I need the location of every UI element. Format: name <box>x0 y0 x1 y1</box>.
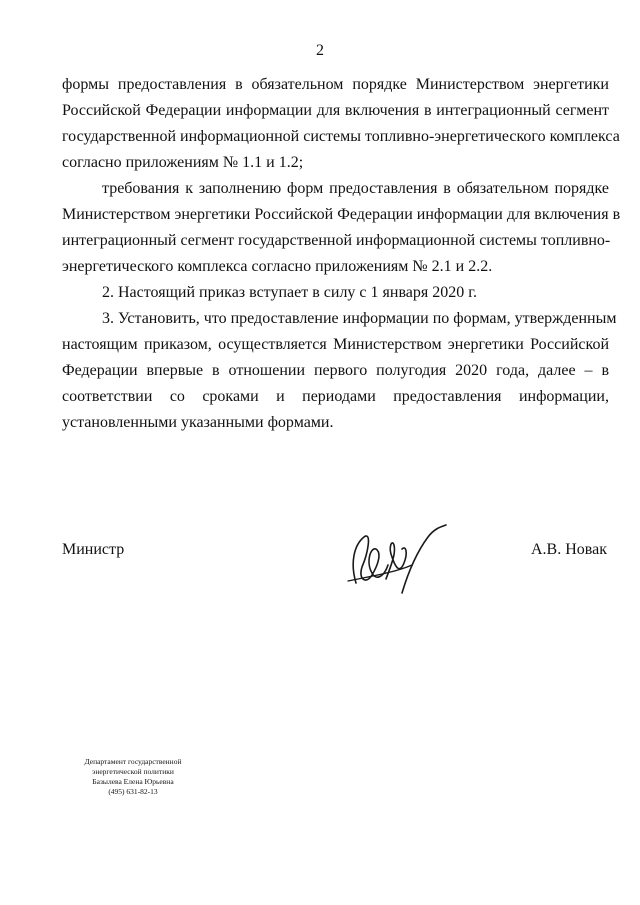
text-line: формы предоставления в обязательном порядке Министерством энергетики <box>62 76 609 93</box>
text-line: установленными указанными формами. <box>62 414 334 431</box>
executor-name: Базылева Елена Юрьевна <box>92 777 174 786</box>
department-name: Департамент государственной <box>84 757 182 766</box>
text-line: Министерством энергетики Российской Федерации информации для включения в <box>62 206 621 223</box>
paragraph-requirements <box>62 176 621 280</box>
text-line: 3. Установить, что предоставление информации по формам, утвержденным <box>102 310 617 327</box>
text-line: требования к заполнению форм предоставления в обязательном порядке <box>102 180 609 197</box>
paragraph-forms <box>62 72 620 176</box>
text-line: энергетического комплекса согласно приложениям № 2.1 и 2.2. <box>62 258 493 275</box>
signatory-role: Министр <box>62 541 125 558</box>
text-line: согласно приложениям № 1.1 и 1.2; <box>62 154 304 171</box>
text-line: 2. Настоящий приказ вступает в силу с 1 января 2020 г. <box>102 284 478 301</box>
paragraph-effective-date <box>62 280 609 306</box>
page-number: 2 <box>316 42 324 59</box>
text-line: государственной информационной системы топливно-энергетического комплекса <box>62 128 620 145</box>
signature-block <box>62 541 609 601</box>
executor-contact <box>78 757 188 797</box>
handwritten-signature <box>342 523 452 603</box>
text-line: интеграционный сегмент государственной информационной системы топливно- <box>62 232 611 249</box>
text-line: настоящим приказом, осуществляется Министерством энергетики Российской <box>62 336 609 353</box>
text-line: соответствии со сроками и периодами предоставления информации, <box>62 388 609 405</box>
signatory-name: А.В. Новак <box>531 541 607 558</box>
paragraph-establish <box>62 306 617 436</box>
department-name-cont: энергетической политики <box>92 767 174 776</box>
executor-phone: (495) 631-82-13 <box>108 787 158 796</box>
text-line: Федерации впервые в отношении первого полугодия 2020 года, далее – в <box>62 362 609 379</box>
text-line: Российской Федерации информации для включения в интеграционный сегмент <box>62 102 609 119</box>
